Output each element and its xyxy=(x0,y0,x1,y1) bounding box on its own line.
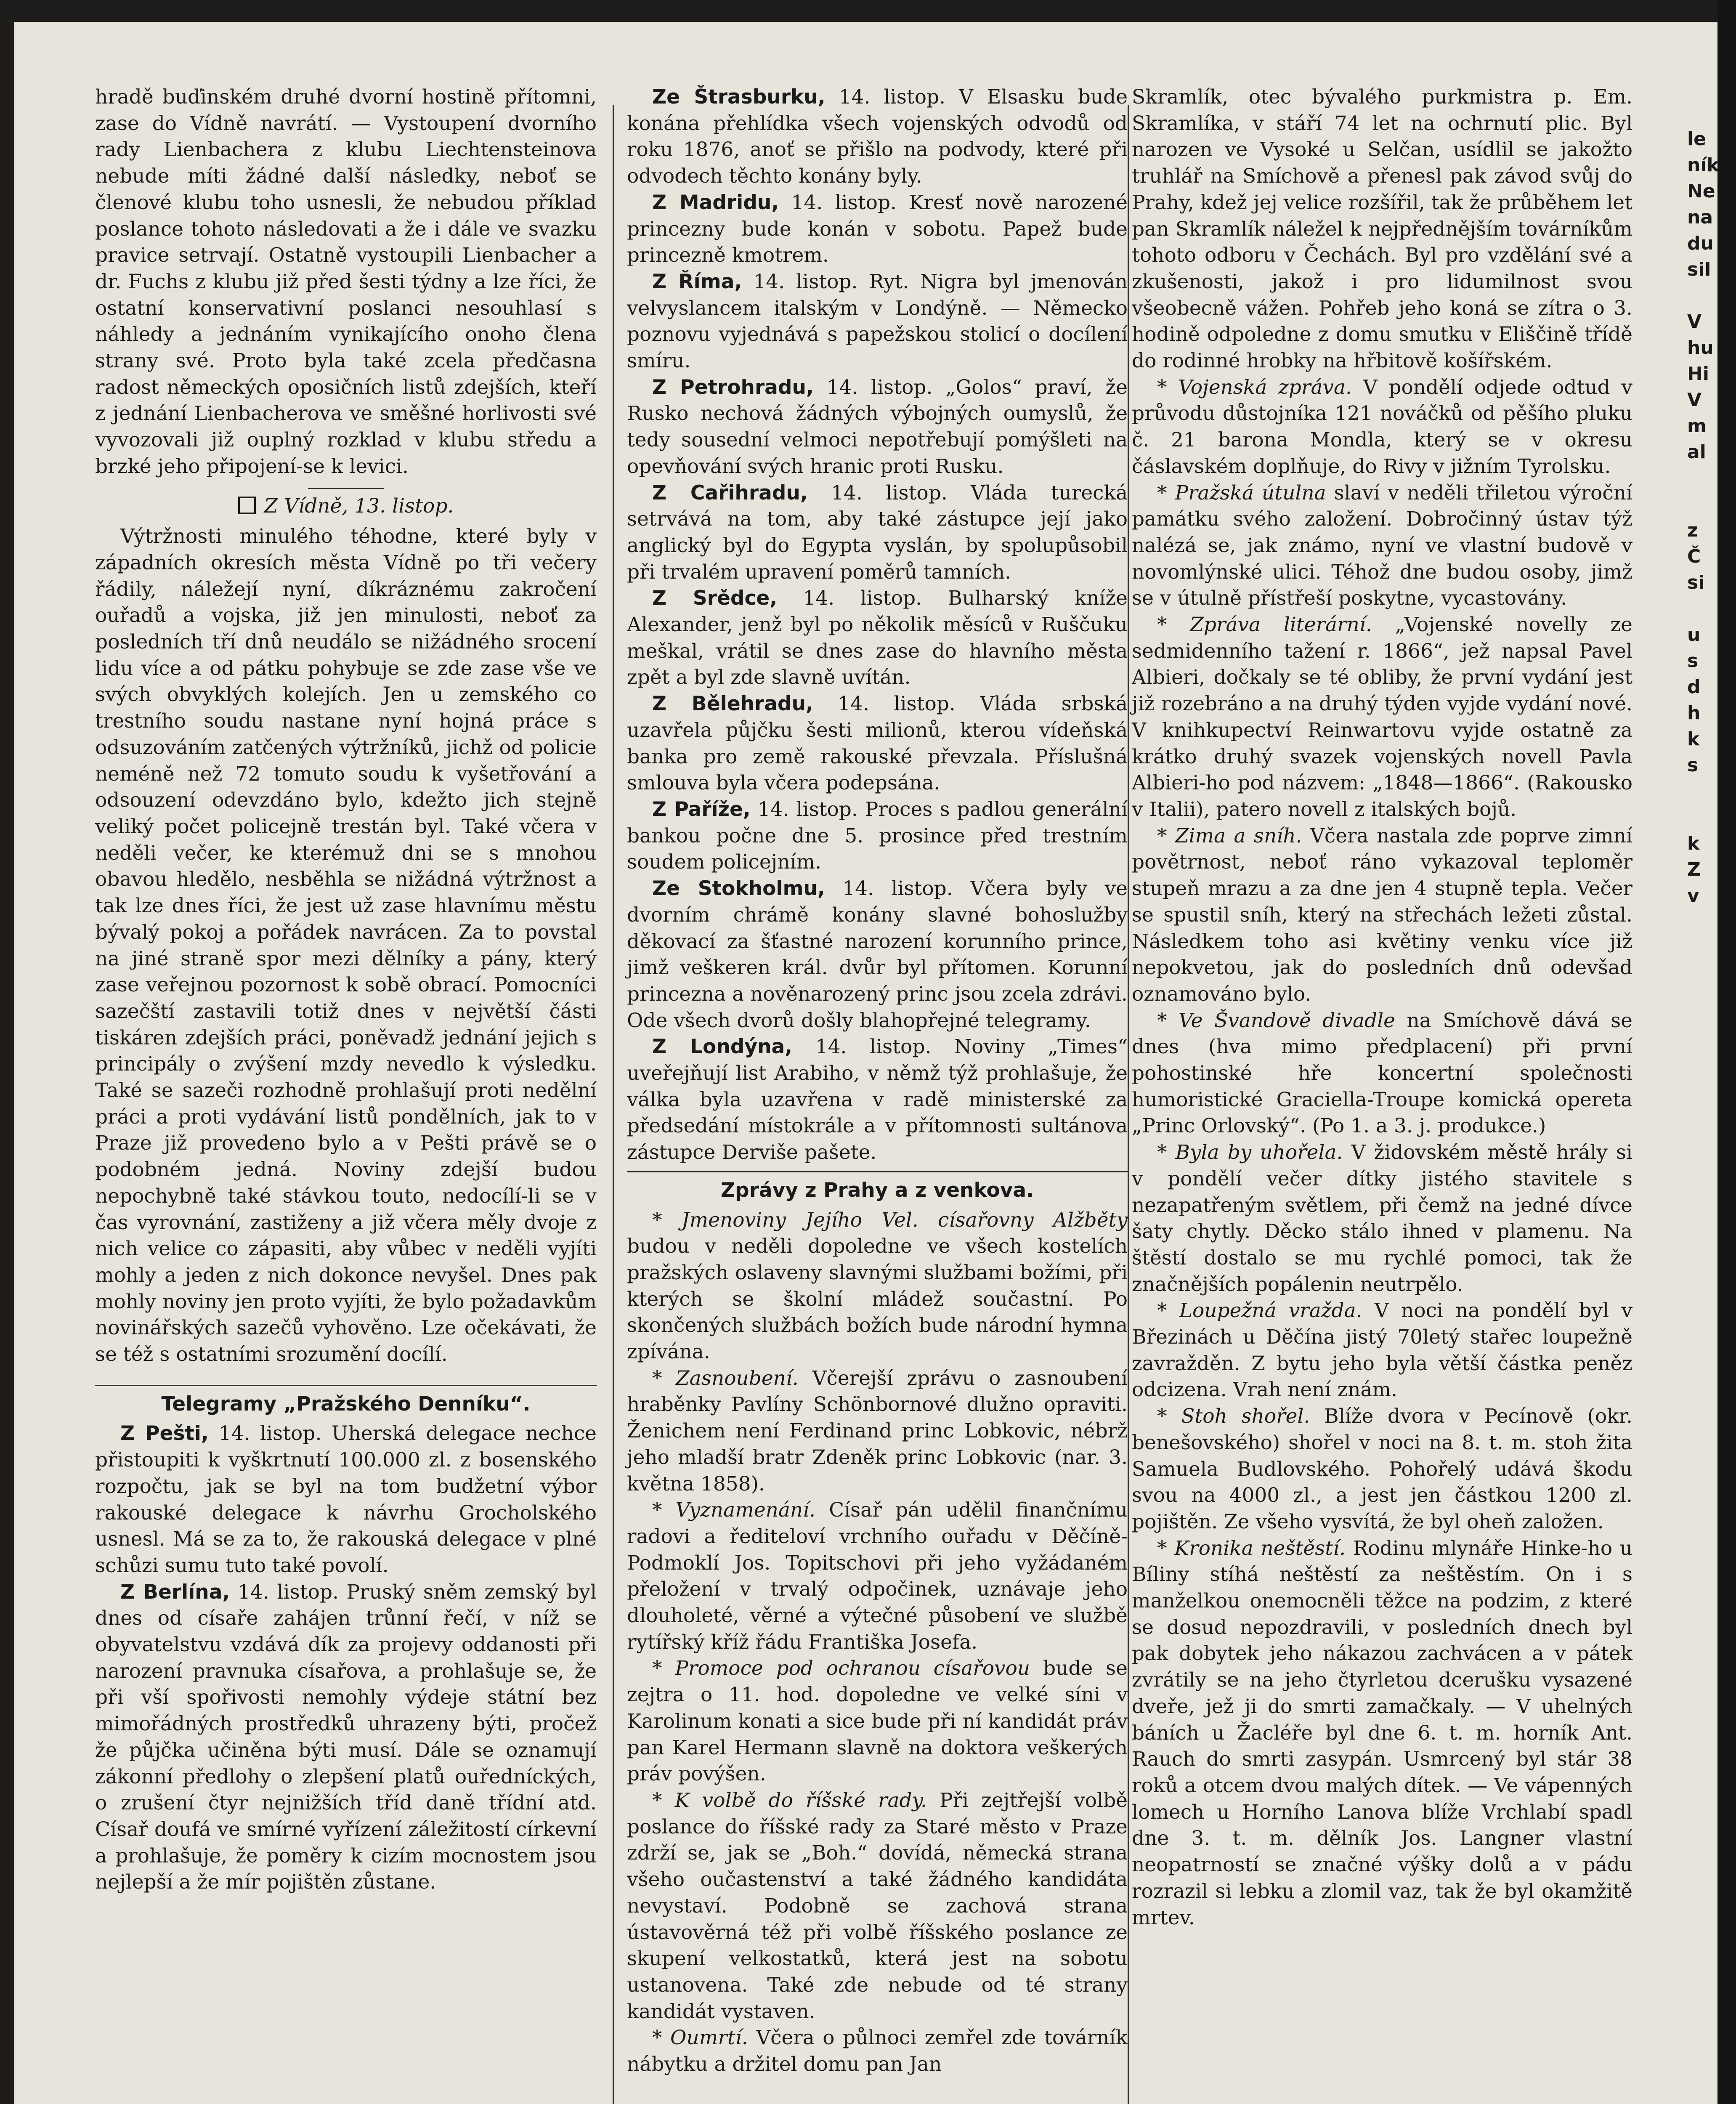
section-separator xyxy=(627,1171,1128,1172)
telegram-item: Z Srědce, 14. listop. Bulharský kníže Alexander, jenž byl po několik měsíců v Ruščuku meškal, vrátil se dnes zase do hlavního města zpět a byl zde slavně uvítán. xyxy=(627,587,1128,689)
edge-fragment: ník xyxy=(1687,154,1719,176)
edge-fragment: k xyxy=(1687,833,1700,854)
edge-fragment: hu xyxy=(1687,337,1714,359)
telegrams-heading: Telegramy „Pražského Denníku“. xyxy=(161,1392,531,1416)
local-news-heading: Zprávy z Prahy a z venkova. xyxy=(720,1178,1034,1202)
short-separator xyxy=(308,488,384,489)
vienna-report: Výtržnosti minulého téhodne, které byly v západních okresích města Vídně po tři večery řádily, náležejí nyní, díkráznému zakročení ouřadů a vojska, již jen minulosti, neboť za posledních tří dnů neudálo se nižádného srocení lidu více a od pátku pohybuje se zde zase vše ve svých obvyklých kolejích. Jen u zemského co trestního soudu nastane nyní hojná práce s odsuzováním zatčených výtržníků, jichž od policie neméně než 72 tomuto soudu k vyšetřování a odsouzení odevzdáno bylo, kdežto jich stejně veliký počet policejně trestán byl. Také včera v neděli večer, ke kterémuž dni se s mnohou obavou hledělo, nesběhla se nižádná výtržnost a tak lze dnes říci, že jest už zase hlavnímu městu bývalý pokoj a pořádek navrácen. Za to povstal na jiné straně spor mezi dělníky a pány, který zase veřejnou pozornost k sobě obrací. Pomocníci sazečští zastavili totiž dnes v největší části tiskáren zdejších práci, poněvadž jednání jejich s principály o zvýšení mzdy nevedlo k výsledku. Také se sazeči rozhodně prohlašují proti nedělní práci a proti vydávání listů pondělních, jak to v Praze již provedeno bylo a v Pešti právě se o podobném jedná. Noviny zdejší budou nepochybně také stávkou touto, nedocílí-li se v čas vyrovnání, zastiženy a již včera měly dvoje z nich velice co zápasiti, aby vůbec v neděli vyjíti mohly a jeden z nich dokonce nevyšel. Dnes pak mohly noviny jen proto vyjíti, že bylo požadavkům novinářských sazečů vyhověno. Lze očekávati, že se též s ostatními srozumění docílí. xyxy=(95,525,597,1366)
edge-fragment xyxy=(1687,805,1721,831)
news-item: * Zasnoubení. Včerejší zprávu o zasnoubení hraběnky Pavlíny Schönbornové dlužno opraviti. Ženichem není Ferdinand princ Lobkovic, nébrž jeho mladší bratr Zdeněk princ Lobkovic (nar. 3. května 1858). xyxy=(627,1366,1128,1496)
section-separator xyxy=(95,1385,597,1386)
edge-fragment: na xyxy=(1687,207,1713,228)
square-mark-icon xyxy=(238,497,256,514)
news-item: * Stoh shořel. Blíže dvora v Pecínově (okr. benešovského) shořel v noci na 8. t. m. stoh žita Samuela Budlovského. Pohořelý udává škodu svou na 4000 zl., a jest jen částkou 1200 zl. pojištěn. Ze všeho vysvítá, že byl oheň založen. xyxy=(1132,1405,1632,1533)
edge-fragment: le xyxy=(1687,128,1706,150)
telegram-item: Z Paříže, 14. listop. Proces s padlou generální bankou počne dne 5. prosince před trestním soudem policejním. xyxy=(627,797,1128,874)
news-item: * Kronika neštěstí. Rodinu mlynáře Hinke-ho u Bíliny stíhá neštěstí za neštěstím. On i s manželkou onemocněli těžce na podzim, z které se dosud nepozdravili, v posledních dnech byl pak dobytek jeho nákazou zachvácen a v pátek zvrátily se na jeho čtyrletou dcerušku vysazené dveře, jež ji do smrti zamačkaly. — V uhelných báních u Žacléře byl dne 6. t. m. horník Ant. Rauch do smrti zasypán. Usmrcený byl stár 38 roků a otcem dvou malých dítek. — Ve vápenných lomech u Horního Lanova blíže Vrchlabí spadl dne 3. t. m. dělník Jos. Langner vlastní neopatrností se značné výšky dolů a v pádu rozrazil si lebku a zlomil vaz, tak že byl okamžitě mrtev. xyxy=(1132,1536,1632,1929)
news-item: * Loupežná vražda. V noci na pondělí byl v Březinách u Děčína jistý 70letý stařec loupežně zavražděn. Z bytu jeho byla větší částka peněz odcizena. Vrah není znám. xyxy=(1132,1299,1632,1402)
edge-fragment: al xyxy=(1687,441,1706,463)
edge-fragment: Hi xyxy=(1687,363,1709,385)
telegram-item: Z Madridu, 14. listop. Kresť nově narozené princezny bude konán v sobotu. Papež bude princezně kmotrem. xyxy=(627,191,1128,267)
telegram-item: Z Říma, 14. listop. Ryt. Nigra byl jmenován velvyslancem italským v Londýně. — Německo poznovu vyjednává s papežskou stolicí o docílení smíru. xyxy=(627,270,1128,373)
edge-fragment xyxy=(1687,465,1721,491)
edge-fragment: s xyxy=(1687,754,1699,776)
edge-fragment: V xyxy=(1687,389,1702,411)
telegram-item: Ze Štrasburku, 14. listop. V Elsasku bude konána přehlídka všech vojenských odvodů od roku 1876, anoť se přišlo na podvody, které při odvodech těchto konány byly. xyxy=(627,85,1128,188)
news-item: * Vojenská zpráva. V pondělí odjede odtud v průvodu důstojníka 121 nováčků od pěšího pluku č. 21 barona Mondla, který se v okresu čáslavském doplňuje, do Rivy v jižním Tyrolsku. xyxy=(1132,375,1632,478)
edge-fragment: d xyxy=(1687,676,1701,698)
obituary-continuation: Skramlík, otec bývalého purkmistra p. Em. Skramlíka, v stáří 74 let na ochrnutí plic. Byl narozen ve Vysoké u Selčan, usídlil se jakožto truhlář na Smíchově a přenesl pak závod svůj do Prahy, kdež jej velice rozšířil, tak že průběhem let pan Skramlík náležel k nejpřednějším továrníkům tohoto odboru v Čechách. Byl pro vzdělání své a zkušenosti, jakož i pro lidumilnost svou všeobecně vážen. Pohřeb jeho koná se zítra o 3. hodině odpoledne z domu smutku v Eliščině třídě do rodinné hrobky na hřbitově košířském. xyxy=(1132,85,1632,373)
telegram-item: Z Bělehradu, 14. listop. Vláda srbská uzavřela půjčku šesti milionů, kterou vídeňská banka pro země rakouské převzala. Příslušná smlouva byla včera podepsána. xyxy=(627,692,1128,795)
edge-fragment: sil xyxy=(1687,259,1711,280)
edge-fragment xyxy=(1687,778,1721,805)
telegram-item: Ze Stokholmu, 14. listop. Včera byly ve dvorním chrámě konány slavné bohoslužby děkovací za šťastné narození korunního prince, jimž veškeren král. dvůr byl přítomen. Korunní princezna a nověnarozený princ jsou zcela zdrávi. Ode všech dvorů došly blahopřejné telegramy. xyxy=(627,877,1128,1032)
edge-fragment: u xyxy=(1687,624,1701,646)
edge-fragment xyxy=(1687,283,1721,309)
article-intro: hradě buďinském druhé dvorní hostině přítomni, zase do Vídně navrátí. — Vystoupení dvorního rady Lienbachera z klubu Liechtensteinova nebude míti žádné další následky, neboť se členové klubu toho usnesli, že nebudou příklad poslance tohoto následovati a že i dále ve svazku pravice setrvají. Ostatně vystoupili Lienbacher a dr. Fuchs z klubu již před šesti týdny a lze říci, že ostatní konservativní poslanci nesouhlasí s náhledy a jednáním vynikajícího onoho člena strany své. Proto byla také zcela předčasna radost německých oposičních listů zdejších, kteří z jednání Lienbacherova ve směšné horlivosti své vyvozovali již ouplný rozklad v klubu středu a brzké jeho připojení-se k levici. xyxy=(95,85,597,478)
column-2 xyxy=(627,84,1128,2078)
edge-fragment: h xyxy=(1687,702,1701,724)
edge-fragment: m xyxy=(1687,415,1707,437)
news-item: * Zima a sníh. Včera nastala zde poprve zimní povětrnost, neboť ráno vykazoval teploměr stupeň mrazu a za dne jen 4 stupně tepla. Večer se spustil sníh, který na střechách ležeti zůstal. Následkem toho asi květiny venku více již nepokvetou, jak do posledních dnů odevšad oznamováno bylo. xyxy=(1132,824,1632,1006)
edge-fragment: si xyxy=(1687,572,1705,593)
news-item: * Jmenoviny Jejího Vel. císařovny Alžběty budou v neděli dopoledne ve všech kostelích pražských oslaveny slavnými službami božími, při kterých se školní mládež součastní. Po skončených službách božích bude národní hymna zpívána. xyxy=(627,1208,1128,1364)
news-item: * K volbě do říšské rady. Při zejtřejší volbě poslance do říšské rady za Staré město v Praze zdrží se, jak se „Boh.“ dovídá, německá strana všeho oučastenství a také žádného kandidáta nevystaví. Podobně se zachová strana ústavověrná též při volbě říšského poslance ze skupení velkostatků, která jest na sobotu ustanovena. Také zde nebude od té strany kandidát vystaven. xyxy=(627,1789,1128,2023)
edge-fragment: Č xyxy=(1687,546,1701,567)
edge-fragment: z xyxy=(1687,520,1698,541)
adjacent-page-fragments xyxy=(1687,126,1721,909)
edge-fragment: V xyxy=(1687,311,1702,332)
news-item: * Ve Švandově divadle na Smíchově dává se dnes (hva mimo předplacení) při první pohostinské hře koncertní společnosti humoristické Graciella-Troupe komická opereta „Princ Orlovský“. (Po 1. a 3. j. produkce.) xyxy=(1132,1009,1632,1138)
news-item: * Promoce pod ochranou císařovou bude se zejtra o 11. hod. dopoledne ve velké síni v Karolinum konati a sice bude při ní kandidát práv pan Karel Hermann slavně na doktora veškerých práv povýšen. xyxy=(627,1657,1128,1786)
news-item: * Oumrtí. Včera o půlnoci zemřel zde továrník nábytku a držitel domu pan Jan xyxy=(627,2026,1128,2076)
telegram-berlin: Z Berlína, 14. listop. Pruský sněm zemský byl dnes od císaře zahájen trůnní řečí, v níž se obyvatelstvu vzdává dík za projevy oddanosti při narození pravnuka císařova, a prohlašuje se, že při vší spořivosti nemohly výdeje státní bez mimořádných prostředků uhrazeny býti, pročež že půjčka učiněna býti musí. Dále se oznamují zákonní předlohy o zlepšení platů ouředníckých, o zrušení čtyr nejnižších tříd daně třídní atd. Císař doufá ve smírné vyřízení záležitostí církevní a prohlašuje, že poměry k cizím mocnostem jsou nejlepší a že mír pojištěn zůstane. xyxy=(95,1580,597,1894)
news-item: * Vyznamenání. Císař pán udělil finančnímu radovi a řediteloví vrchního ouřadu v Děčíně-Podmoklí Jos. Topitschovi při jeho vyžádaném přeložení v trvalý odpočinek, uznávaje jeho dlouholeté, věrné a výtečné působení ve službě rytířský kříž řádu Františka Josefa. xyxy=(627,1498,1128,1654)
column-divider-right xyxy=(1128,105,1129,2104)
telegram-item: Z Cařihradu, 14. listop. Vláda turecká setrvává na tom, aby také zástupce její jako anglický byl do Egypta vyslán, by spolupůsobil při trvalém upravení poměrů tamních. xyxy=(627,481,1128,584)
edge-fragment: v xyxy=(1687,885,1699,906)
telegram-item: Z Londýna, 14. listop. Noviny „Times“ uveřejňují list Arabiho, v němž týž prohlašuje, že válka byla uzavřena v radě ministerské za předsedání místokrále a v přítomnosti sultánova zástupce Derviše pašete. xyxy=(627,1035,1128,1164)
news-item: * Zpráva literární. „Vojenské novelly ze sedmidenního tažení r. 1866“, jež napsal Pavel Albieri, dočkaly se té obliby, že první vydání jest již rozebráno a na druhý týden vyjde vydání nové. V knihkupectví Reinwartovu vyjde ostatně za krátko druhý svazek vojenských novell Pavla Albieri-ho pod názvem: „1848—1866“. (Rakousko v Italii), patero novell z italských bojů. xyxy=(1132,613,1632,821)
column-1 xyxy=(95,84,597,1896)
column-3 xyxy=(1132,84,1632,1931)
edge-fragment xyxy=(1687,596,1721,622)
edge-fragment: du xyxy=(1687,233,1714,254)
edge-fragment: Ne xyxy=(1687,181,1715,202)
edge-fragment: k xyxy=(1687,728,1700,750)
news-item: * Byla by uhořela. V židovském městě hrály si v pondělí večer dítky jistého stavitele s nezapatřeným světlem, při čemž na jedné dívce šaty chytly. Děcko stálo ihned v plamenu. Na štěstí dostalo se mu rychlé pomoci, tak že značnějších popálenin neutrpělo. xyxy=(1132,1141,1632,1296)
edge-fragment xyxy=(1687,491,1721,518)
edge-fragment: Z xyxy=(1687,859,1701,880)
vienna-byline: Z Vídně, 13. listop. xyxy=(95,493,597,520)
edge-fragment: s xyxy=(1687,650,1699,672)
telegram-item: Z Petrohradu, 14. listop. „Golos“ praví, že Rusko nechová žádných výbojných oumyslů, že tedy sousední velmoci nepotřebují pomýšleti na opevňování svých hranic proti Rusku. xyxy=(627,375,1128,478)
telegram-pest: Z Pešti, 14. listop. Uherská delegace nechce přistoupiti k vyškrtnutí 100.000 zl. z bosenského rozpočtu, jak se byl na tom budžetní výbor rakouské delegace k návrhu Grocholského usnesl. Má se za to, že rakouská delegace v plné schůzi sumu tuto také povolí. xyxy=(95,1422,597,1577)
column-divider-left xyxy=(613,105,614,2104)
news-item: * Pražská útulna slaví v neděli třiletou výroční památku svého založení. Dobročinný ústav týž nalézá se, jak známo, nyní ve vlastní budově v novomlýnské ulici. Téhož dne budou osoby, jimž se v útulně přístřeší poskytne, vycastovány. xyxy=(1132,481,1632,610)
